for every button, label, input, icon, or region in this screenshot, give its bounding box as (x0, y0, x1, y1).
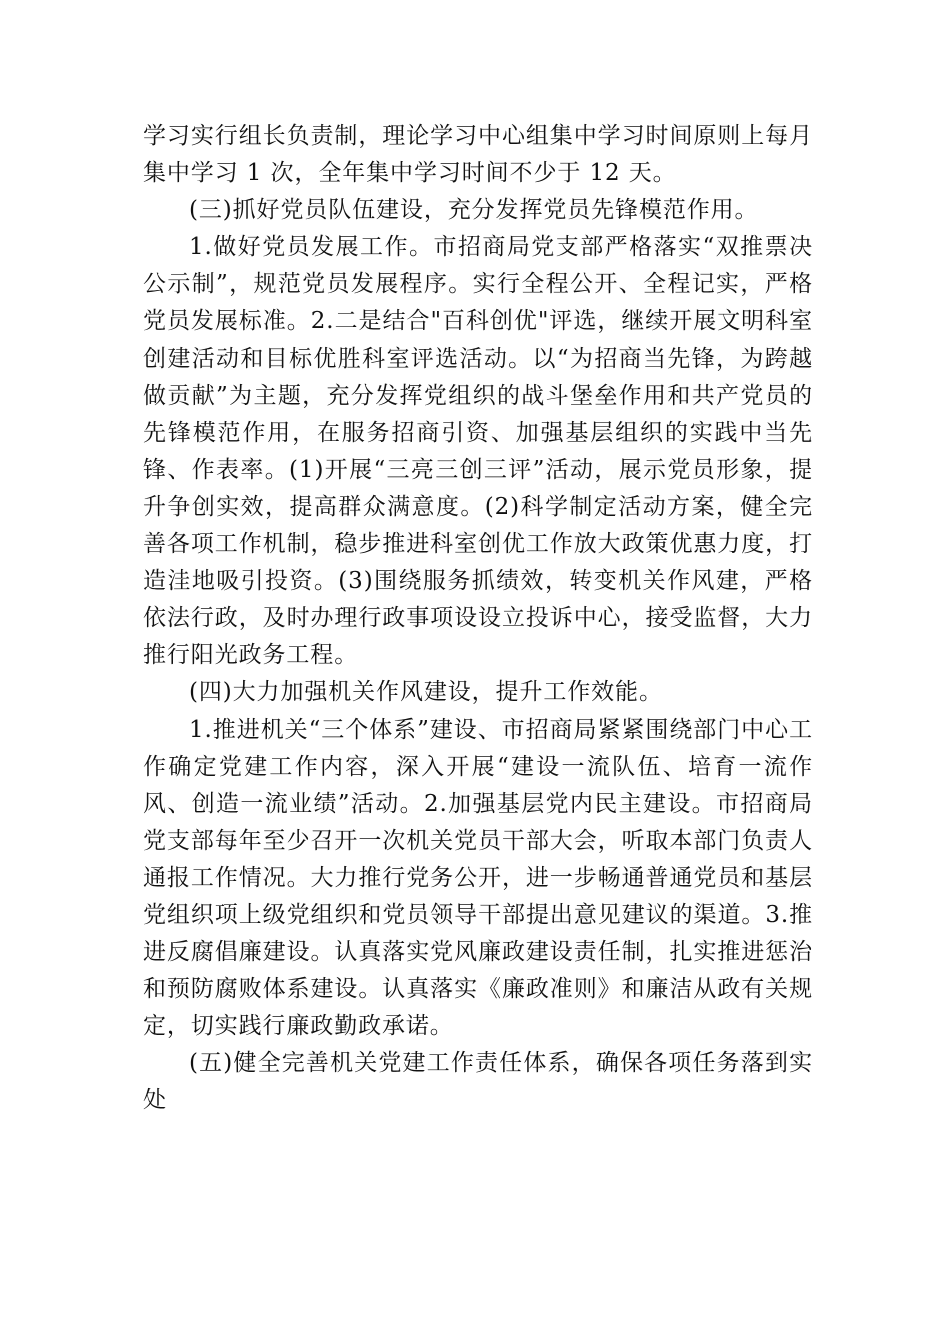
paragraph-party-member-development: 1.做好党员发展工作。市招商局党支部严格落实“双推票决公示制”，规范党员发展程序。实行全程公开、全程记实，严格党员发展标准。2.二是结合"百科创优"评选，继续开展文明科室创建活动和目标优胜科室评选活动。以“为招商当先锋，为跨越做贡献”为主题，充分发挥党组织的战斗堡垒作用和共产党员的先锋模范作用，在服务招商引资、加强基层组织的实践中当先锋、作表率。(1)开展“三亮三创三评”活动，展示党员形象，提升争创实效，提高群众满意度。(2)科学制定活动方案，健全完善各项工作机制，稳步推进科室创优工作放大政策优惠力度，打造洼地吸引投资。(3)围绕服务抓绩效，转变机关作风建，严格依法行政，及时办理行政事项设设立投诉中心，接受监督，大力推行阳光政务工程。 (143, 234, 813, 669)
section-heading-4: (四)大力加强机关作风建设，提升工作效能。 (189, 679, 663, 706)
paragraph-work-style: 1.推进机关“三个体系”建设、市招商局紧紧围绕部门中心工作确定党建工作内容，深入开展“建设一流队伍、培育一流作风、创造一流业绩”活动。2.加强基层党内民主建设。市招商局党支部每年至少召开一次机关党员干部大会，听取本部门负责人通报工作情况。大力推行党务公开，进一步畅通普通党员和基层党组织项上级党组织和党员领导干部提出意见建议的渠道。3.推进反腐倡廉建设。认真落实党风廉政建设责任制，扎实推进惩治和预防腐败体系建设。认真落实《廉政准则》和廉洁从政有关规定，切实践行廉政勤政承诺。 (143, 716, 813, 1040)
section-heading-5: (五)健全完善机关党建工作责任体系，确保各项任务落到实处 (143, 1050, 813, 1114)
paragraph-continuation: 学习实行组长负责制，理论学习中心组集中学习时间原则上每月集中学习 1 次，全年集中学习时间不少于 12 天。 (143, 123, 813, 187)
section-heading-3: (三)抓好党员队伍建设，充分发挥党员先锋模范作用。 (189, 197, 759, 224)
document-body (143, 118, 813, 1120)
